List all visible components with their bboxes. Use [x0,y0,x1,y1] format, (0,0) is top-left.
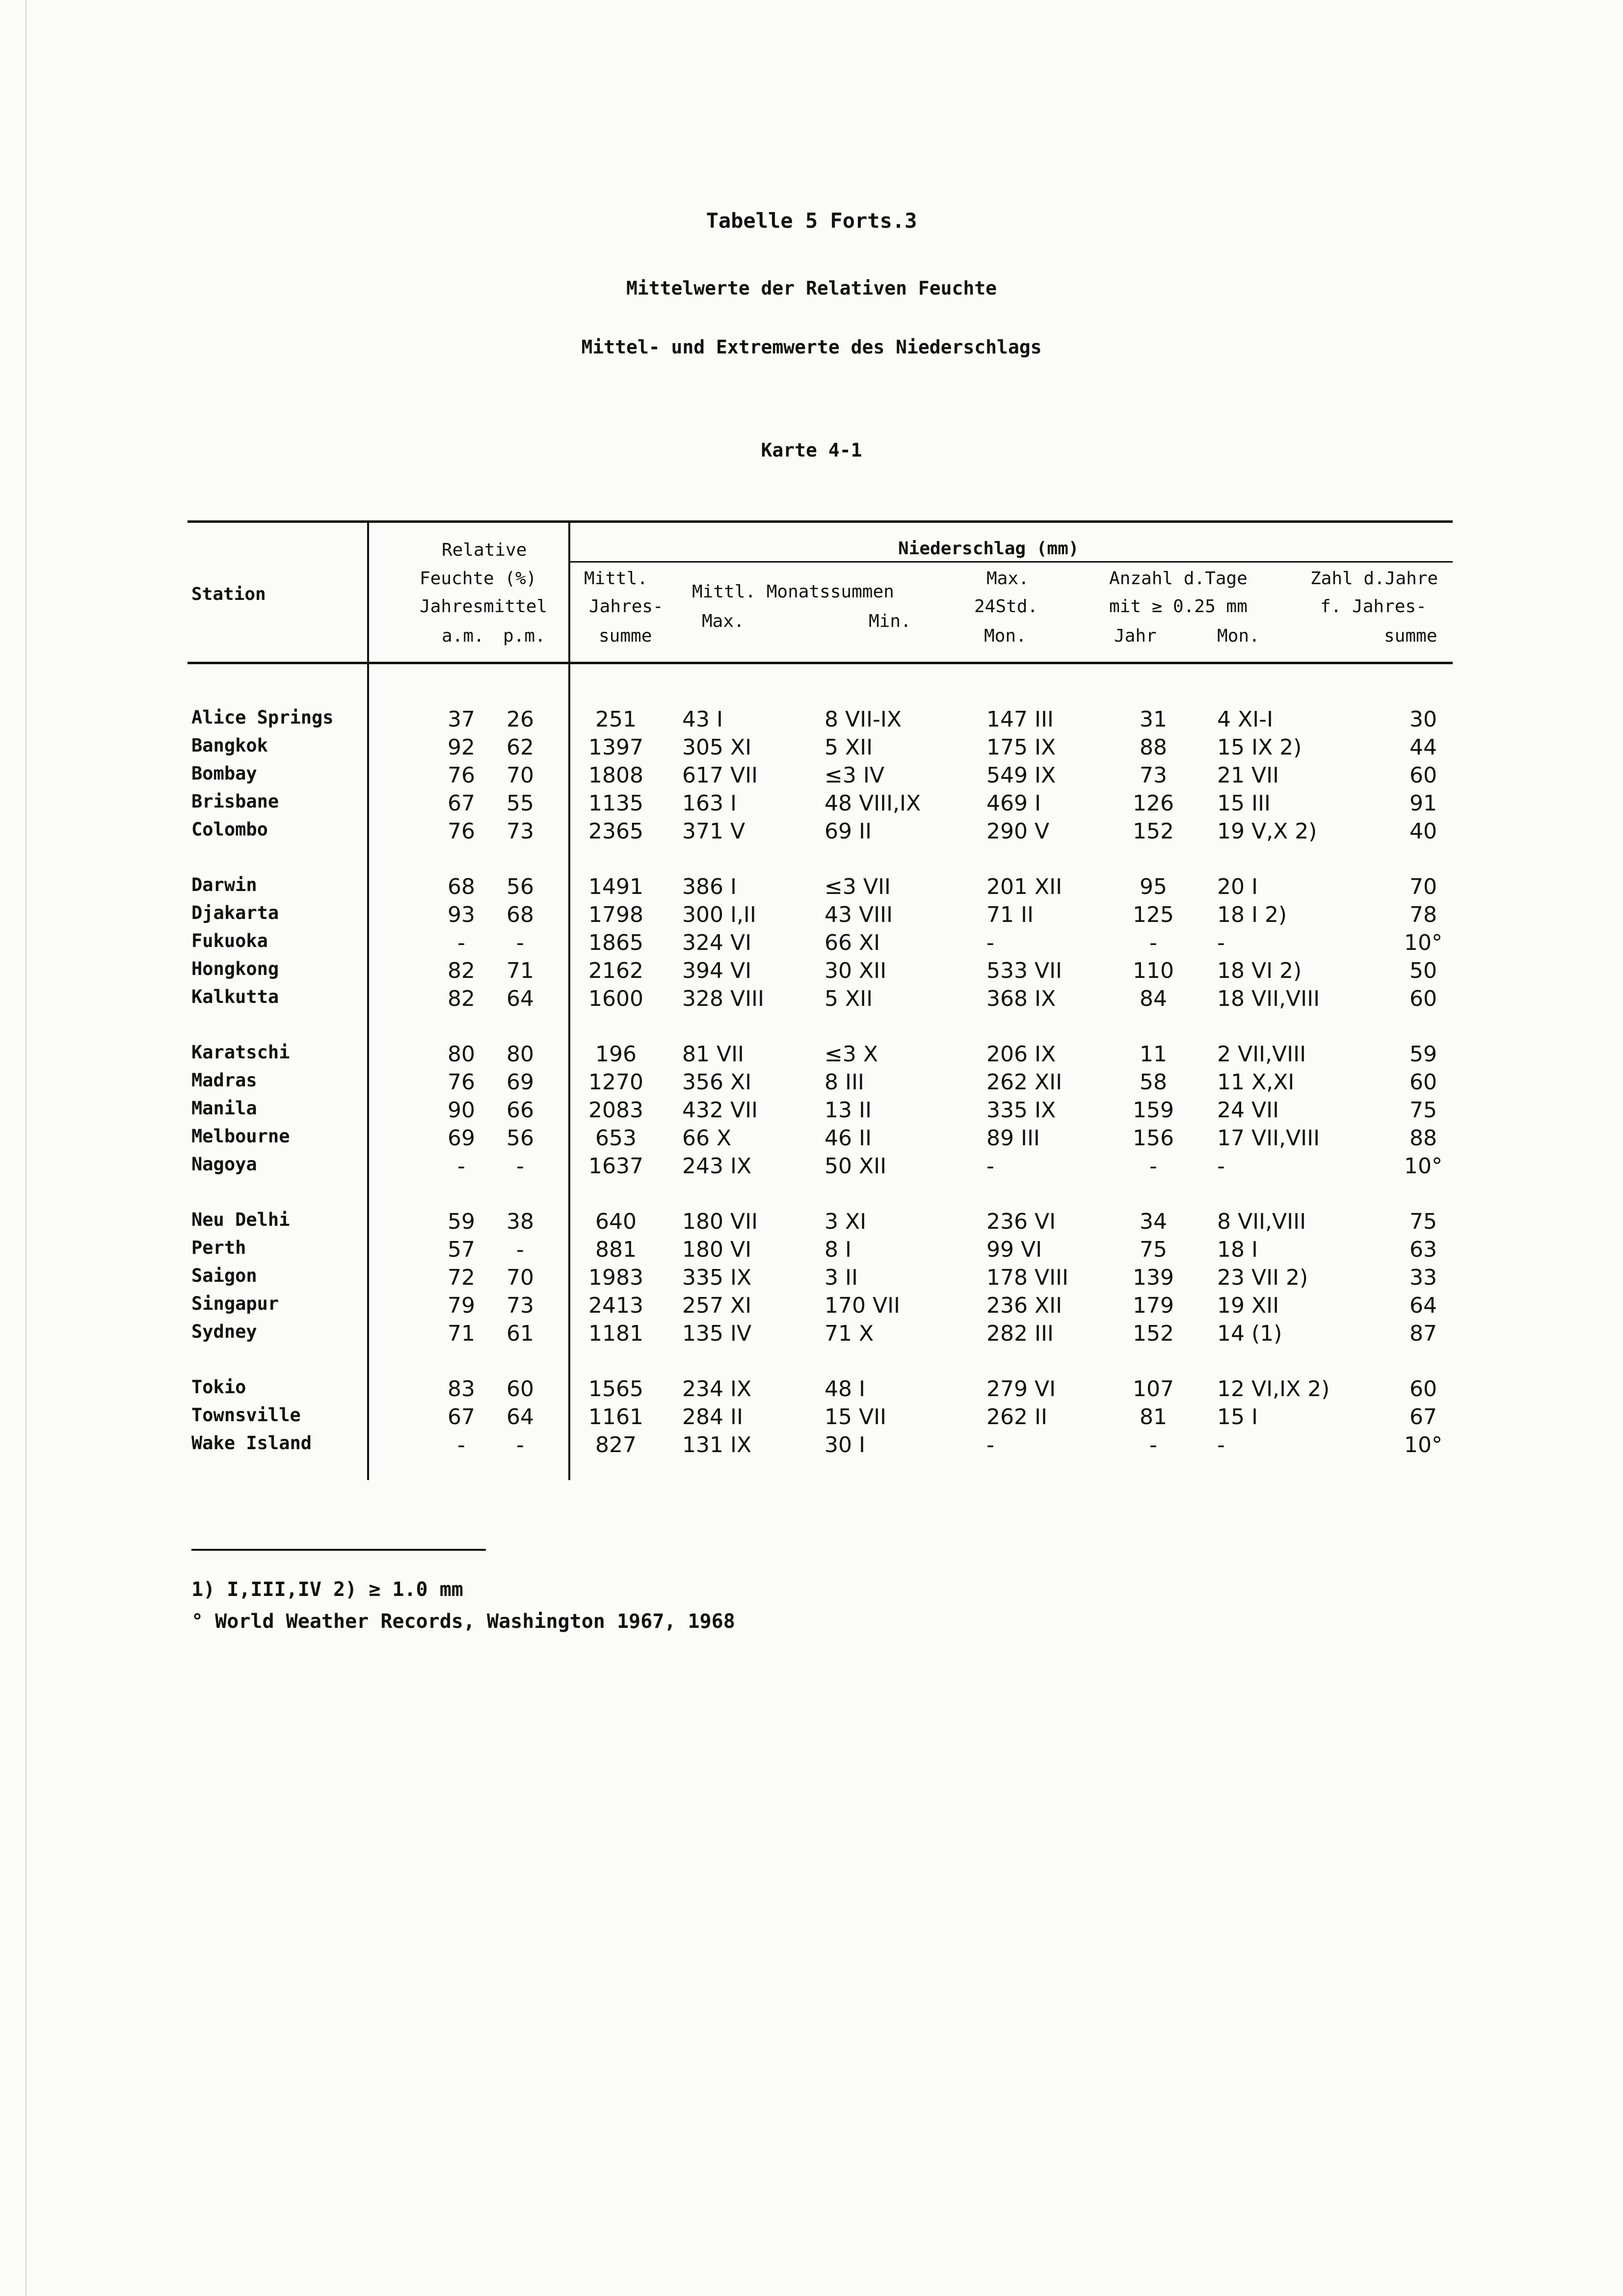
cell-pm: 73 [506,819,534,844]
cell-min: 30 I [825,1432,865,1458]
cell-station: Melbourne [191,1126,290,1147]
cell-max24: 178 VIII [986,1265,1068,1290]
cell-dmon: 24 VII [1217,1098,1279,1123]
cell-max24: - [986,1432,994,1458]
cell-days: 139 [1133,1265,1174,1290]
cell-years: 78 [1410,902,1437,927]
cell-years: 30 [1410,707,1437,732]
cell-pm: 80 [506,1042,534,1067]
cell-max24: 147 III [986,707,1054,732]
cell-am: 80 [448,1042,475,1067]
footnote-2: ° World Weather Records, Washington 1967, 1968 [191,1610,735,1633]
header-annual-line3: summe [599,626,652,646]
header-max24-line3: Mon. [984,626,1027,646]
header-annual-line1: Mittl. [584,568,648,589]
cell-max: 356 XI [682,1070,752,1095]
header-days-year: Jahr [1114,626,1157,646]
cell-station: Singapur [191,1293,279,1314]
cell-years: 50 [1410,958,1437,983]
cell-station: Karatschi [191,1042,290,1063]
cell-years: 63 [1410,1237,1437,1262]
table-row [0,1405,1623,1433]
cell-days: - [1149,1154,1157,1179]
cell-max24: 262 XII [986,1070,1063,1095]
cell-annual: 1161 [588,1405,643,1430]
cell-days: 156 [1133,1126,1174,1151]
table-row [0,1432,1623,1461]
cell-dmon: 11 X,XI [1217,1070,1295,1095]
cell-days: 34 [1140,1209,1167,1234]
cell-min: ≤3 IV [825,763,884,788]
table-row [0,1042,1623,1070]
cell-dmon: 18 VII,VIII [1217,986,1320,1011]
cell-am: 67 [448,791,475,816]
cell-annual: 2365 [588,819,643,844]
cell-days: 179 [1133,1293,1174,1318]
cell-dmon: 12 VI,IX 2) [1217,1377,1330,1402]
header-rh-line2: Feuchte (%) [420,568,537,589]
table-title: Tabelle 5 Forts.3 [706,209,917,233]
cell-dmon: 4 XI-I [1217,707,1273,732]
cell-days: 11 [1140,1042,1167,1067]
cell-am: 82 [448,958,475,983]
cell-days: 88 [1140,735,1167,760]
table-row [0,1265,1623,1294]
cell-am: 71 [448,1321,475,1346]
cell-max24: 262 II [986,1405,1047,1430]
header-max24-line2: 24Std. [974,596,1038,617]
header-rh-am: a.m. [442,626,484,646]
cell-annual: 1865 [588,930,643,955]
table-row [0,1377,1623,1405]
cell-dmon: 15 IX 2) [1217,735,1302,760]
cell-min: 69 II [825,819,872,844]
cell-pm: 26 [506,707,534,732]
cell-max: 335 IX [682,1265,752,1290]
cell-max: 163 I [682,791,737,816]
cell-days: - [1149,930,1157,955]
cell-max24: 290 V [986,819,1050,844]
table-row [0,902,1623,931]
cell-pm: 70 [506,763,534,788]
cell-am: 69 [448,1126,475,1151]
cell-days: 110 [1133,958,1174,983]
cell-years: 64 [1410,1293,1437,1318]
cell-station: Tokio [191,1377,246,1398]
cell-min: 5 XII [825,986,873,1011]
cell-pm: 69 [506,1070,534,1095]
cell-am: 76 [448,819,475,844]
cell-years: 88 [1410,1126,1437,1151]
table-row [0,986,1623,1015]
cell-dmon: 14 (1) [1217,1321,1282,1346]
cell-years: 10° [1404,1432,1442,1458]
cell-min: 66 XI [825,930,880,955]
header-years-line1: Zahl d.Jahre [1310,568,1438,589]
cell-am: - [457,1432,465,1458]
cell-pm: 61 [506,1321,534,1346]
header-precipitation: Niederschlag (mm) [898,539,1079,559]
table-row [0,930,1623,959]
table-row [0,819,1623,847]
cell-max24: 368 IX [986,986,1056,1011]
cell-max24: - [986,1154,994,1179]
cell-dmon: 18 I [1217,1237,1258,1262]
cell-years: 75 [1410,1209,1437,1234]
subtitle-precipitation: Mittel- und Extremwerte des Niederschlags [581,336,1042,358]
cell-station: Hongkong [191,958,279,979]
cell-annual: 827 [595,1432,637,1458]
cell-max24: 279 VI [986,1377,1056,1402]
cell-max24: 175 IX [986,735,1056,760]
cell-annual: 653 [595,1126,637,1151]
cell-days: 81 [1140,1405,1167,1430]
cell-min: 43 VIII [825,902,893,927]
cell-max24: 89 III [986,1126,1040,1151]
cell-max24: 99 VI [986,1237,1042,1262]
table-row [0,763,1623,791]
cell-min: 46 II [825,1126,872,1151]
cell-annual: 1600 [588,986,643,1011]
cell-days: 125 [1133,902,1174,927]
cell-am: 92 [448,735,475,760]
cell-max24: 282 III [986,1321,1054,1346]
cell-min: ≤3 X [825,1042,878,1067]
header-max24-line1: Max. [986,568,1029,589]
cell-max: 386 I [682,874,737,899]
cell-days: 75 [1140,1237,1167,1262]
cell-dmon: 23 VII 2) [1217,1265,1308,1290]
cell-years: 10° [1404,930,1442,955]
cell-am: 90 [448,1098,475,1123]
cell-years: 40 [1410,819,1437,844]
cell-max24: 469 I [986,791,1041,816]
cell-am: 72 [448,1265,475,1290]
cell-annual: 1491 [588,874,643,899]
cell-annual: 1798 [588,902,643,927]
cell-years: 33 [1410,1265,1437,1290]
cell-dmon: - [1217,930,1225,955]
cell-min: 8 I [825,1237,851,1262]
cell-station: Kalkutta [191,986,279,1007]
cell-min: 13 II [825,1098,872,1123]
cell-station: Bangkok [191,735,268,756]
cell-dmon: 18 I 2) [1217,902,1287,927]
cell-max: 432 VII [682,1098,758,1123]
cell-annual: 1397 [588,735,643,760]
cell-station: Wake Island [191,1432,312,1454]
cell-am: 83 [448,1377,475,1402]
cell-am: 37 [448,707,475,732]
cell-annual: 881 [595,1237,637,1262]
cell-dmon: 19 XII [1217,1293,1279,1318]
cell-dmon: 21 VII [1217,763,1279,788]
cell-max24: 335 IX [986,1098,1056,1123]
cell-am: 57 [448,1237,475,1262]
cell-annual: 2162 [588,958,643,983]
cell-min: 8 VII-IX [825,707,902,732]
cell-annual: 1270 [588,1070,643,1095]
cell-max: 305 XI [682,735,752,760]
cell-am: 79 [448,1293,475,1318]
cell-min: 30 XII [825,958,887,983]
cell-max24: 206 IX [986,1042,1056,1067]
cell-pm: 68 [506,902,534,927]
cell-days: 95 [1140,874,1167,899]
table-row [0,735,1623,763]
cell-pm: - [516,1432,524,1458]
header-bottom-rule [187,662,1453,664]
table-row [0,1070,1623,1098]
cell-dmon: - [1217,1432,1225,1458]
cell-min: 3 II [825,1265,858,1290]
cell-am: - [457,930,465,955]
cell-am: - [457,1154,465,1179]
cell-min: 5 XII [825,735,873,760]
cell-days: 126 [1133,791,1174,816]
cell-max24: 201 XII [986,874,1063,899]
header-days-line2: mit ≥ 0.25 mm [1109,596,1248,617]
subtitle-humidity: Mittelwerte der Relativen Feuchte [626,277,997,299]
cell-dmon: - [1217,1154,1225,1179]
cell-pm: 64 [506,986,534,1011]
cell-max: 180 VI [682,1237,752,1262]
table-row [0,958,1623,987]
cell-days: 31 [1140,707,1167,732]
cell-max: 243 IX [682,1154,752,1179]
cell-station: Fukuoka [191,930,268,951]
cell-max24: 236 XII [986,1293,1063,1318]
header-annual-line2: Jahres- [589,596,664,617]
cell-max: 394 VI [682,958,752,983]
header-monthly-min: Min. [869,611,911,631]
cell-years: 91 [1410,791,1437,816]
cell-station: Djakarta [191,902,279,923]
header-monthly: Mittl. Monatssummen [692,582,894,602]
cell-max: 131 IX [682,1432,752,1458]
cell-am: 68 [448,874,475,899]
table-row [0,707,1623,735]
header-monthly-max: Max. [702,611,745,631]
cell-annual: 2413 [588,1293,643,1318]
cell-station: Neu Delhi [191,1209,290,1230]
cell-max24: 71 II [986,902,1034,927]
table-row [0,874,1623,903]
cell-pm: 56 [506,1126,534,1151]
footnote-1: 1) I,III,IV 2) ≥ 1.0 mm [191,1578,463,1601]
cell-annual: 2083 [588,1098,643,1123]
cell-am: 82 [448,986,475,1011]
cell-pm: - [516,1237,524,1262]
cell-annual: 1181 [588,1321,643,1346]
cell-station: Saigon [191,1265,257,1286]
cell-dmon: 15 I [1217,1405,1258,1430]
table-row [0,1126,1623,1154]
cell-max: 324 VI [682,930,752,955]
cell-pm: 62 [506,735,534,760]
cell-dmon: 17 VII,VIII [1217,1126,1320,1151]
cell-min: 48 VIII,IX [825,791,921,816]
cell-years: 87 [1410,1321,1437,1346]
cell-am: 76 [448,1070,475,1095]
cell-min: 15 VII [825,1405,887,1430]
cell-pm: 38 [506,1209,534,1234]
cell-am: 59 [448,1209,475,1234]
cell-am: 76 [448,763,475,788]
cell-dmon: 15 III [1217,791,1271,816]
cell-annual: 1135 [588,791,643,816]
cell-max: 328 VIII [682,986,764,1011]
cell-years: 60 [1410,986,1437,1011]
cell-max24: - [986,930,994,955]
table-row [0,1321,1623,1350]
cell-days: 107 [1133,1377,1174,1402]
table-row [0,1209,1623,1238]
cell-max24: 549 IX [986,763,1056,788]
cell-years: 70 [1410,874,1437,899]
footnote-rule [191,1549,486,1551]
cell-station: Alice Springs [191,707,334,728]
cell-station: Nagoya [191,1154,257,1175]
cell-days: 152 [1133,819,1174,844]
cell-max: 300 I,II [682,902,756,927]
cell-station: Perth [191,1237,246,1258]
cell-station: Sydney [191,1321,257,1342]
map-reference: Karte 4-1 [761,439,862,461]
cell-max: 371 V [682,819,745,844]
cell-years: 44 [1410,735,1437,760]
cell-dmon: 20 I [1217,874,1258,899]
cell-station: Colombo [191,819,268,840]
cell-max24: 236 VI [986,1209,1056,1234]
cell-days: 159 [1133,1098,1174,1123]
header-days-line1: Anzahl d.Tage [1109,568,1248,589]
cell-station: Brisbane [191,791,279,812]
cell-annual: 1983 [588,1265,643,1290]
cell-station: Darwin [191,874,257,895]
cell-pm: 71 [506,958,534,983]
cell-max: 234 IX [682,1377,752,1402]
cell-min: 48 I [825,1377,865,1402]
cell-dmon: 19 V,X 2) [1217,819,1317,844]
cell-pm: 66 [506,1098,534,1123]
cell-pm: 64 [506,1405,534,1430]
cell-pm: 55 [506,791,534,816]
cell-min: 50 XII [825,1154,887,1179]
cell-am: 67 [448,1405,475,1430]
table-row [0,1237,1623,1266]
header-years-line2: f. Jahres- [1320,596,1427,617]
table-row [0,1293,1623,1322]
cell-station: Manila [191,1098,257,1119]
table-row [0,1154,1623,1182]
cell-pm: - [516,1154,524,1179]
cell-annual: 196 [595,1042,637,1067]
cell-annual: 1637 [588,1154,643,1179]
cell-days: 84 [1140,986,1167,1011]
cell-min: 3 XI [825,1209,867,1234]
cell-annual: 1565 [588,1377,643,1402]
cell-max: 135 IV [682,1321,752,1346]
table-row [0,1098,1623,1126]
cell-days: - [1149,1432,1157,1458]
cell-max: 43 I [682,707,723,732]
cell-dmon: 2 VII,VIII [1217,1042,1306,1067]
cell-max: 66 X [682,1126,732,1151]
cell-min: 170 VII [825,1293,901,1318]
cell-am: 93 [448,902,475,927]
cell-days: 58 [1140,1070,1167,1095]
cell-annual: 251 [595,707,637,732]
cell-min: 8 III [825,1070,864,1095]
cell-max: 284 II [682,1405,743,1430]
cell-years: 75 [1410,1098,1437,1123]
cell-max24: 533 VII [986,958,1063,983]
cell-pm: 70 [506,1265,534,1290]
header-rh-line3: Jahresmittel [420,596,548,617]
header-days-month: Mon. [1217,626,1260,646]
table-row [0,791,1623,819]
cell-days: 73 [1140,763,1167,788]
cell-pm: 60 [506,1377,534,1402]
header-rh-line1: Relative [442,540,527,560]
header-years-line3: summe [1384,626,1437,646]
cell-years: 60 [1410,1070,1437,1095]
cell-max: 257 XI [682,1293,752,1318]
cell-pm: - [516,930,524,955]
cell-max: 617 VII [682,763,758,788]
cell-station: Bombay [191,763,257,784]
cell-dmon: 18 VI 2) [1217,958,1302,983]
cell-min: ≤3 VII [825,874,891,899]
cell-years: 60 [1410,763,1437,788]
cell-years: 10° [1404,1154,1442,1179]
cell-min: 71 X [825,1321,874,1346]
cell-annual: 1808 [588,763,643,788]
cell-station: Townsville [191,1405,301,1426]
cell-years: 59 [1410,1042,1437,1067]
cell-station: Madras [191,1070,257,1091]
cell-pm: 56 [506,874,534,899]
header-station: Station [191,584,266,604]
cell-years: 67 [1410,1405,1437,1430]
cell-max: 180 VII [682,1209,758,1234]
cell-pm: 73 [506,1293,534,1318]
cell-max: 81 VII [682,1042,745,1067]
cell-days: 152 [1133,1321,1174,1346]
header-top-rule [187,520,1453,523]
cell-dmon: 8 VII,VIII [1217,1209,1306,1234]
header-rh-pm: p.m. [503,626,546,646]
precip-sub-rule [569,561,1453,563]
cell-years: 60 [1410,1377,1437,1402]
cell-annual: 640 [595,1209,637,1234]
